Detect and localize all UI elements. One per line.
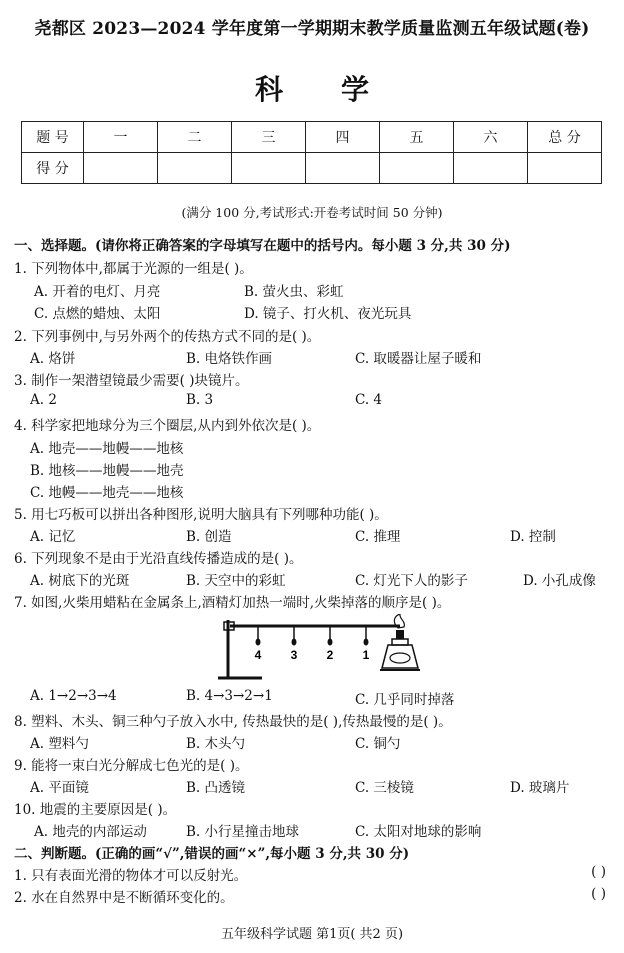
judgement-item: 2. 水在自然界中是不断循环变化的。 [14, 890, 234, 906]
page-footer: 五年级科学试题 第1页( 共2 页) [220, 927, 404, 942]
option: D. 小孔成像 [523, 573, 596, 589]
option: B. 木头勺 [186, 736, 246, 752]
score-table-score-row [22, 153, 602, 184]
question-stem: 1. 下列物体中,都属于光源的一组是( )。 [14, 261, 253, 277]
question-stem: 9. 能将一束白光分解成七色光的是( )。 [14, 758, 249, 774]
score-table-cell: 得 分 [22, 153, 84, 184]
score-entry-cell[interactable] [454, 153, 528, 184]
alcohol-lamp-icon [380, 630, 420, 670]
option: A. 1→2→3→4 [30, 688, 117, 704]
match-label: 4 [254, 648, 262, 662]
score-table-header-row [22, 122, 602, 153]
option: C. 太阳对地球的影响 [355, 824, 482, 840]
score-table-cell: 题 号 [22, 122, 84, 153]
question-stem: 8. 塑料、木头、铜三种勺子放入水中, 传热最快的是( ),传热最慢的是( )。 [14, 714, 452, 730]
question-stem: 5. 用七巧板可以拼出各种图形,说明大脑具有下列哪种功能( )。 [14, 507, 388, 523]
match-3 [292, 626, 297, 646]
option: B. 3 [186, 392, 214, 408]
question-stem: 2. 下列事例中,与另外两个的传热方式不同的是( )。 [14, 329, 321, 345]
option: B. 萤火虫、彩虹 [244, 284, 344, 300]
answer-blank[interactable]: ( ) [591, 886, 606, 902]
option: C. 4 [355, 392, 383, 408]
match-1 [364, 626, 369, 646]
option: D. 玻璃片 [510, 780, 570, 796]
option: C. 铜勺 [355, 736, 401, 752]
option: C. 点燃的蜡烛、太阳 [34, 306, 161, 322]
option: A. 烙饼 [30, 351, 76, 367]
exam-note: (满分 100 分,考试形式:开卷考试时间 50 分钟) [181, 205, 443, 220]
score-table-cell: 六 [454, 122, 528, 153]
question-stem: 7. 如图,火柴用蜡粘在金属条上,酒精灯加热一端时,火柴掉落的顺序是( )。 [14, 595, 451, 611]
option: C. 三棱镜 [355, 780, 414, 796]
answer-blank[interactable]: ( ) [591, 864, 606, 880]
section-heading: 一、选择题。(请你将正确答案的字母填写在题中的括号内。每小题 3 分,共 30 分) [14, 238, 511, 254]
option: C. 灯光下人的影子 [355, 573, 468, 589]
option: C. 地幔——地壳——地核 [30, 485, 184, 501]
option: C. 推理 [355, 529, 401, 545]
option: D. 控制 [510, 529, 556, 545]
option: D. 镜子、打火机、夜光玩具 [244, 306, 412, 322]
score-table [21, 121, 602, 184]
match-label: 2 [326, 648, 334, 662]
option: A. 地壳——地幔——地核 [30, 441, 184, 457]
score-table-cell: 四 [306, 122, 380, 153]
score-entry-cell[interactable] [232, 153, 306, 184]
option: A. 平面镜 [30, 780, 89, 796]
option: A. 记忆 [30, 529, 76, 545]
exam-title: 尧都区 2023—2024 学年度第一学期期末教学质量监测五年级试题(卷) [34, 19, 590, 39]
question-stem: 3. 制作一架潜望镜最少需要( )块镜片。 [14, 373, 249, 389]
option: B. 4→3→2→1 [186, 688, 273, 704]
question-stem: 4. 科学家把地球分为三个圈层,从内到外依次是( )。 [14, 418, 321, 434]
match-label: 1 [362, 648, 370, 662]
score-table-cell: 一 [84, 122, 158, 153]
option: C. 几乎同时掉落 [355, 692, 455, 708]
option: A. 2 [30, 392, 57, 408]
option: B. 天空中的彩虹 [186, 573, 286, 589]
option: B. 凸透镜 [186, 780, 246, 796]
score-table-cell: 五 [380, 122, 454, 153]
score-entry-cell[interactable] [528, 153, 602, 184]
option: B. 小行星撞击地球 [186, 824, 300, 840]
match-label: 3 [290, 648, 298, 662]
score-entry-cell[interactable] [306, 153, 380, 184]
option: A. 树底下的光斑 [30, 573, 130, 589]
option: A. 塑料勺 [30, 736, 89, 752]
question-stem: 6. 下列现象不是由于光沿直线传播造成的是( )。 [14, 551, 303, 567]
section-heading: 二、判断题。(正确的画“√”,错误的画“×”,每小题 3 分,共 30 分) [14, 846, 410, 862]
score-entry-cell[interactable] [84, 153, 158, 184]
score-table-cell: 总 分 [528, 122, 602, 153]
option: B. 地核——地幔——地壳 [30, 463, 184, 479]
option: B. 电烙铁作画 [186, 351, 273, 367]
option: A. 开着的电灯、月亮 [34, 284, 161, 300]
option: A. 地壳的内部运动 [34, 824, 147, 840]
match-4 [256, 626, 261, 646]
subject-title: 科学 [254, 73, 427, 106]
score-entry-cell[interactable] [380, 153, 454, 184]
score-table-cell: 二 [158, 122, 232, 153]
judgement-item: 1. 只有表面光滑的物体才可以反射光。 [14, 868, 248, 884]
option: C. 取暖器让屋子暖和 [355, 351, 482, 367]
score-table-cell: 三 [232, 122, 306, 153]
option: B. 创造 [186, 529, 232, 545]
heat-conduction-figure [216, 614, 420, 684]
score-entry-cell[interactable] [158, 153, 232, 184]
match-2 [328, 626, 333, 646]
question-stem: 10. 地震的主要原因是( )。 [14, 802, 177, 818]
